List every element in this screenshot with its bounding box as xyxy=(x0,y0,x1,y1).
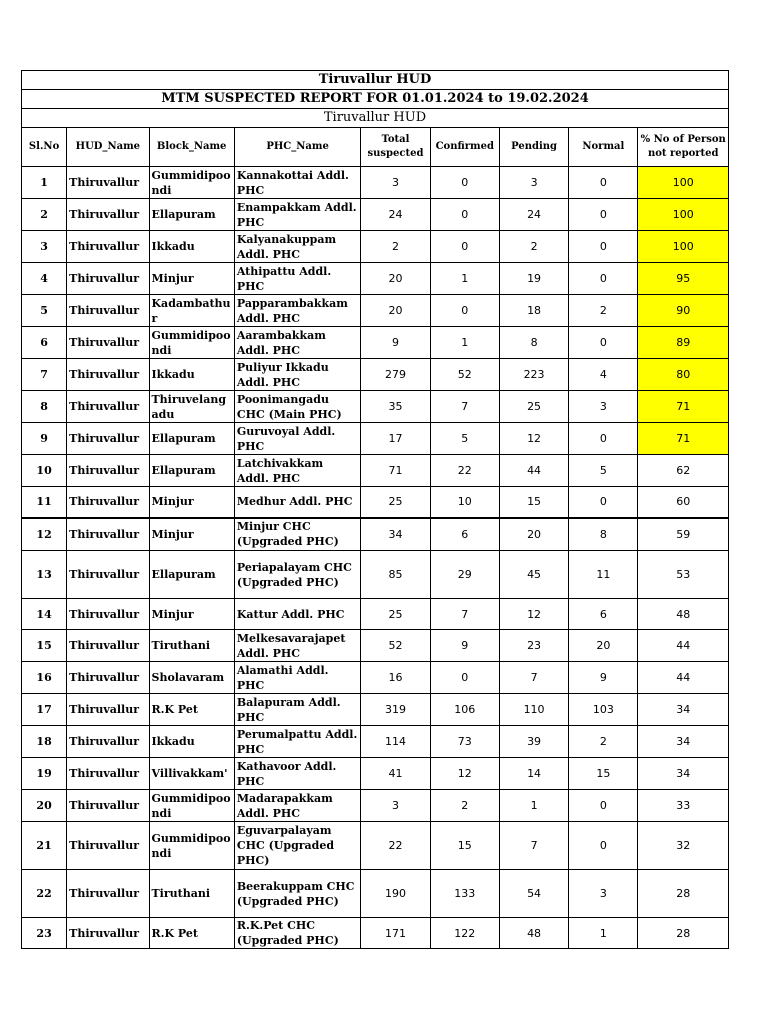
hud-name-cell: Thiruvallur xyxy=(67,758,149,790)
pct-not-reported-cell: 89 xyxy=(638,327,729,359)
total-suspected-cell: 190 xyxy=(361,870,430,918)
total-suspected-cell: 20 xyxy=(361,295,430,327)
confirmed-cell: 7 xyxy=(430,391,499,423)
pending-cell: 23 xyxy=(499,630,568,662)
pct-not-reported-cell: 28 xyxy=(638,918,729,949)
sl-cell: 11 xyxy=(22,487,67,518)
phc-name-cell: Kathavoor Addl. PHC xyxy=(234,758,361,790)
normal-cell: 2 xyxy=(569,295,638,327)
pct-not-reported-cell: 60 xyxy=(638,487,729,518)
normal-cell: 0 xyxy=(569,423,638,455)
pct-not-reported-cell: 90 xyxy=(638,295,729,327)
table-row xyxy=(22,263,729,295)
normal-cell: 1 xyxy=(569,918,638,949)
block-name-cell: Ellapuram xyxy=(149,551,234,599)
normal-cell: 15 xyxy=(569,758,638,790)
phc-name-cell: Minjur CHC (Upgraded PHC) xyxy=(234,518,361,551)
confirmed-cell: 22 xyxy=(430,455,499,487)
hud-name-cell: Thiruvallur xyxy=(67,359,149,391)
phc-name-cell: Perumalpattu Addl. PHC xyxy=(234,726,361,758)
hud-name-cell: Thiruvallur xyxy=(67,167,149,199)
block-name-cell: Gummidipoondi xyxy=(149,822,234,870)
confirmed-cell: 0 xyxy=(430,231,499,263)
pct-not-reported-cell: 100 xyxy=(638,167,729,199)
sl-cell: 19 xyxy=(22,758,67,790)
pct-not-reported-cell: 34 xyxy=(638,694,729,726)
col-header-hud-name: HUD_Name xyxy=(67,128,149,167)
pending-cell: 39 xyxy=(499,726,568,758)
table-row xyxy=(22,822,729,870)
table-row xyxy=(22,551,729,599)
block-name-cell: Ikkadu xyxy=(149,726,234,758)
block-name-cell: Minjur xyxy=(149,518,234,551)
confirmed-cell: 5 xyxy=(430,423,499,455)
hud-name-cell: Thiruvallur xyxy=(67,551,149,599)
pending-cell: 7 xyxy=(499,662,568,694)
hud-name-cell: Thiruvallur xyxy=(67,662,149,694)
table-row xyxy=(22,423,729,455)
hud-name-cell: Thiruvallur xyxy=(67,327,149,359)
col-header-block-name: Block_Name xyxy=(149,128,234,167)
sl-cell: 6 xyxy=(22,327,67,359)
phc-name-cell: Puliyur Ikkadu Addl. PHC xyxy=(234,359,361,391)
pct-not-reported-cell: 44 xyxy=(638,630,729,662)
phc-name-cell: Papparambakkam Addl. PHC xyxy=(234,295,361,327)
pending-cell: 12 xyxy=(499,423,568,455)
confirmed-cell: 29 xyxy=(430,551,499,599)
sub-title: Tiruvallur HUD xyxy=(22,109,729,128)
pct-not-reported-cell: 100 xyxy=(638,199,729,231)
report-title: MTM SUSPECTED REPORT FOR 01.01.2024 to 19.02.2024 xyxy=(22,90,729,109)
sl-cell: 1 xyxy=(22,167,67,199)
phc-name-cell: Balapuram Addl. PHC xyxy=(234,694,361,726)
normal-cell: 3 xyxy=(569,391,638,423)
total-suspected-cell: 25 xyxy=(361,599,430,630)
sl-cell: 23 xyxy=(22,918,67,949)
normal-cell: 2 xyxy=(569,726,638,758)
column-header-row xyxy=(22,128,729,167)
total-suspected-cell: 20 xyxy=(361,263,430,295)
pct-not-reported-cell: 80 xyxy=(638,359,729,391)
pct-not-reported-cell: 33 xyxy=(638,790,729,822)
sl-cell: 3 xyxy=(22,231,67,263)
pct-not-reported-cell: 62 xyxy=(638,455,729,487)
hud-name-cell: Thiruvallur xyxy=(67,599,149,630)
normal-cell: 9 xyxy=(569,662,638,694)
block-name-cell: Minjur xyxy=(149,487,234,518)
pending-cell: 54 xyxy=(499,870,568,918)
confirmed-cell: 0 xyxy=(430,662,499,694)
sl-cell: 14 xyxy=(22,599,67,630)
total-suspected-cell: 24 xyxy=(361,199,430,231)
block-name-cell: Kadambathur xyxy=(149,295,234,327)
pending-cell: 1 xyxy=(499,790,568,822)
phc-name-cell: Beerakuppam CHC (Upgraded PHC) xyxy=(234,870,361,918)
pct-not-reported-cell: 59 xyxy=(638,518,729,551)
pending-cell: 18 xyxy=(499,295,568,327)
pct-not-reported-cell: 28 xyxy=(638,870,729,918)
sl-cell: 7 xyxy=(22,359,67,391)
confirmed-cell: 2 xyxy=(430,790,499,822)
pending-cell: 110 xyxy=(499,694,568,726)
sl-cell: 2 xyxy=(22,199,67,231)
confirmed-cell: 0 xyxy=(430,295,499,327)
col-header-confirmed: Confirmed xyxy=(430,128,499,167)
phc-name-cell: Athipattu Addl. PHC xyxy=(234,263,361,295)
table-row xyxy=(22,918,729,949)
hud-name-cell: Thiruvallur xyxy=(67,423,149,455)
pending-cell: 7 xyxy=(499,822,568,870)
pct-not-reported-cell: 34 xyxy=(638,726,729,758)
block-name-cell: R.K Pet xyxy=(149,918,234,949)
phc-name-cell: Medhur Addl. PHC xyxy=(234,487,361,518)
phc-name-cell: Guruvoyal Addl. PHC xyxy=(234,423,361,455)
hud-name-cell: Thiruvallur xyxy=(67,630,149,662)
confirmed-cell: 10 xyxy=(430,487,499,518)
total-suspected-cell: 114 xyxy=(361,726,430,758)
table-row xyxy=(22,327,729,359)
hud-name-cell: Thiruvallur xyxy=(67,694,149,726)
table-row xyxy=(22,199,729,231)
phc-name-cell: Alamathi Addl. PHC xyxy=(234,662,361,694)
normal-cell: 5 xyxy=(569,455,638,487)
pending-cell: 12 xyxy=(499,599,568,630)
sl-cell: 5 xyxy=(22,295,67,327)
total-suspected-cell: 85 xyxy=(361,551,430,599)
pending-cell: 2 xyxy=(499,231,568,263)
pct-not-reported-cell: 44 xyxy=(638,662,729,694)
hud-name-cell: Thiruvallur xyxy=(67,918,149,949)
pending-cell: 45 xyxy=(499,551,568,599)
block-name-cell: Minjur xyxy=(149,263,234,295)
sl-cell: 15 xyxy=(22,630,67,662)
block-name-cell: Ellapuram xyxy=(149,423,234,455)
phc-name-cell: Kattur Addl. PHC xyxy=(234,599,361,630)
normal-cell: 0 xyxy=(569,199,638,231)
hud-name-cell: Thiruvallur xyxy=(67,726,149,758)
phc-name-cell: Madarapakkam Addl. PHC xyxy=(234,790,361,822)
hud-name-cell: Thiruvallur xyxy=(67,295,149,327)
phc-name-cell: Poonimangadu CHC (Main PHC) xyxy=(234,391,361,423)
normal-cell: 6 xyxy=(569,599,638,630)
block-name-cell: Ellapuram xyxy=(149,455,234,487)
phc-name-cell: Melkesavarajapet Addl. PHC xyxy=(234,630,361,662)
block-name-cell: Ikkadu xyxy=(149,359,234,391)
pending-cell: 223 xyxy=(499,359,568,391)
title-row-report xyxy=(22,90,729,109)
normal-cell: 0 xyxy=(569,487,638,518)
pct-not-reported-cell: 34 xyxy=(638,758,729,790)
sl-cell: 17 xyxy=(22,694,67,726)
col-header-normal: Normal xyxy=(569,128,638,167)
confirmed-cell: 12 xyxy=(430,758,499,790)
total-suspected-cell: 71 xyxy=(361,455,430,487)
block-name-cell: Tiruthani xyxy=(149,630,234,662)
pct-not-reported-cell: 53 xyxy=(638,551,729,599)
block-name-cell: Tiruthani xyxy=(149,870,234,918)
total-suspected-cell: 52 xyxy=(361,630,430,662)
block-name-cell: Gummidipoondi xyxy=(149,790,234,822)
table-row xyxy=(22,231,729,263)
total-suspected-cell: 22 xyxy=(361,822,430,870)
sl-cell: 8 xyxy=(22,391,67,423)
pending-cell: 24 xyxy=(499,199,568,231)
table-row xyxy=(22,694,729,726)
pending-cell: 44 xyxy=(499,455,568,487)
phc-name-cell: Aarambakkam Addl. PHC xyxy=(234,327,361,359)
total-suspected-cell: 3 xyxy=(361,167,430,199)
table-row xyxy=(22,870,729,918)
block-name-cell: Sholavaram xyxy=(149,662,234,694)
col-header-pct-not-reported: % No of Person not reported xyxy=(638,128,729,167)
normal-cell: 103 xyxy=(569,694,638,726)
confirmed-cell: 1 xyxy=(430,263,499,295)
block-name-cell: R.K Pet xyxy=(149,694,234,726)
total-suspected-cell: 9 xyxy=(361,327,430,359)
table-row xyxy=(22,487,729,518)
sl-cell: 22 xyxy=(22,870,67,918)
normal-cell: 0 xyxy=(569,167,638,199)
total-suspected-cell: 171 xyxy=(361,918,430,949)
confirmed-cell: 106 xyxy=(430,694,499,726)
normal-cell: 3 xyxy=(569,870,638,918)
normal-cell: 0 xyxy=(569,327,638,359)
pct-not-reported-cell: 48 xyxy=(638,599,729,630)
normal-cell: 0 xyxy=(569,790,638,822)
block-name-cell: Villivakkam' xyxy=(149,758,234,790)
total-suspected-cell: 35 xyxy=(361,391,430,423)
confirmed-cell: 52 xyxy=(430,359,499,391)
normal-cell: 8 xyxy=(569,518,638,551)
phc-name-cell: Eguvarpalayam CHC (Upgraded PHC) xyxy=(234,822,361,870)
block-name-cell: Gummidipoondi xyxy=(149,327,234,359)
total-suspected-cell: 41 xyxy=(361,758,430,790)
pending-cell: 8 xyxy=(499,327,568,359)
hud-name-cell: Thiruvallur xyxy=(67,790,149,822)
sl-cell: 13 xyxy=(22,551,67,599)
confirmed-cell: 122 xyxy=(430,918,499,949)
phc-name-cell: R.K.Pet CHC (Upgraded PHC) xyxy=(234,918,361,949)
hud-name-cell: Thiruvallur xyxy=(67,391,149,423)
total-suspected-cell: 16 xyxy=(361,662,430,694)
sl-cell: 4 xyxy=(22,263,67,295)
total-suspected-cell: 319 xyxy=(361,694,430,726)
pending-cell: 48 xyxy=(499,918,568,949)
hud-title: Tiruvallur HUD xyxy=(22,71,729,90)
normal-cell: 0 xyxy=(569,263,638,295)
hud-name-cell: Thiruvallur xyxy=(67,231,149,263)
table-row xyxy=(22,758,729,790)
normal-cell: 0 xyxy=(569,822,638,870)
hud-name-cell: Thiruvallur xyxy=(67,199,149,231)
pct-not-reported-cell: 32 xyxy=(638,822,729,870)
confirmed-cell: 7 xyxy=(430,599,499,630)
sl-cell: 16 xyxy=(22,662,67,694)
block-name-cell: Minjur xyxy=(149,599,234,630)
report-table xyxy=(21,70,729,949)
total-suspected-cell: 34 xyxy=(361,518,430,551)
col-header-slno: Sl.No xyxy=(22,128,67,167)
pct-not-reported-cell: 95 xyxy=(638,263,729,295)
hud-name-cell: Thiruvallur xyxy=(67,518,149,551)
title-row-hud xyxy=(22,71,729,90)
pending-cell: 25 xyxy=(499,391,568,423)
col-header-pending: Pending xyxy=(499,128,568,167)
block-name-cell: Ikkadu xyxy=(149,231,234,263)
confirmed-cell: 9 xyxy=(430,630,499,662)
hud-name-cell: Thiruvallur xyxy=(67,487,149,518)
hud-name-cell: Thiruvallur xyxy=(67,870,149,918)
sl-cell: 20 xyxy=(22,790,67,822)
col-header-phc-name: PHC_Name xyxy=(234,128,361,167)
normal-cell: 4 xyxy=(569,359,638,391)
hud-name-cell: Thiruvallur xyxy=(67,455,149,487)
sl-cell: 12 xyxy=(22,518,67,551)
table-row xyxy=(22,518,729,551)
table-row xyxy=(22,790,729,822)
table-row xyxy=(22,726,729,758)
sl-cell: 10 xyxy=(22,455,67,487)
total-suspected-cell: 17 xyxy=(361,423,430,455)
total-suspected-cell: 279 xyxy=(361,359,430,391)
table-row xyxy=(22,295,729,327)
hud-name-cell: Thiruvallur xyxy=(67,263,149,295)
report-body xyxy=(22,167,729,949)
phc-name-cell: Latchivakkam Addl. PHC xyxy=(234,455,361,487)
block-name-cell: Thiruvelangadu xyxy=(149,391,234,423)
total-suspected-cell: 3 xyxy=(361,790,430,822)
phc-name-cell: Kalyanakuppam Addl. PHC xyxy=(234,231,361,263)
confirmed-cell: 15 xyxy=(430,822,499,870)
pending-cell: 19 xyxy=(499,263,568,295)
table-row xyxy=(22,599,729,630)
total-suspected-cell: 25 xyxy=(361,487,430,518)
sl-cell: 9 xyxy=(22,423,67,455)
total-suspected-cell: 2 xyxy=(361,231,430,263)
confirmed-cell: 0 xyxy=(430,199,499,231)
block-name-cell: Gummidipoondi xyxy=(149,167,234,199)
normal-cell: 0 xyxy=(569,231,638,263)
phc-name-cell: Enampakkam Addl. PHC xyxy=(234,199,361,231)
table-row xyxy=(22,359,729,391)
confirmed-cell: 0 xyxy=(430,167,499,199)
table-row xyxy=(22,630,729,662)
normal-cell: 11 xyxy=(569,551,638,599)
normal-cell: 20 xyxy=(569,630,638,662)
sl-cell: 18 xyxy=(22,726,67,758)
pending-cell: 20 xyxy=(499,518,568,551)
confirmed-cell: 133 xyxy=(430,870,499,918)
pct-not-reported-cell: 71 xyxy=(638,391,729,423)
sl-cell: 21 xyxy=(22,822,67,870)
hud-name-cell: Thiruvallur xyxy=(67,822,149,870)
pct-not-reported-cell: 71 xyxy=(638,423,729,455)
pct-not-reported-cell: 100 xyxy=(638,231,729,263)
col-header-total-suspected: Total suspected xyxy=(361,128,430,167)
pending-cell: 15 xyxy=(499,487,568,518)
phc-name-cell: Periapalayam CHC (Upgraded PHC) xyxy=(234,551,361,599)
title-row-sub xyxy=(22,109,729,128)
pending-cell: 3 xyxy=(499,167,568,199)
table-row xyxy=(22,455,729,487)
table-row xyxy=(22,167,729,199)
pending-cell: 14 xyxy=(499,758,568,790)
phc-name-cell: Kannakottai Addl. PHC xyxy=(234,167,361,199)
confirmed-cell: 73 xyxy=(430,726,499,758)
confirmed-cell: 6 xyxy=(430,518,499,551)
table-row xyxy=(22,662,729,694)
confirmed-cell: 1 xyxy=(430,327,499,359)
table-row xyxy=(22,391,729,423)
block-name-cell: Ellapuram xyxy=(149,199,234,231)
